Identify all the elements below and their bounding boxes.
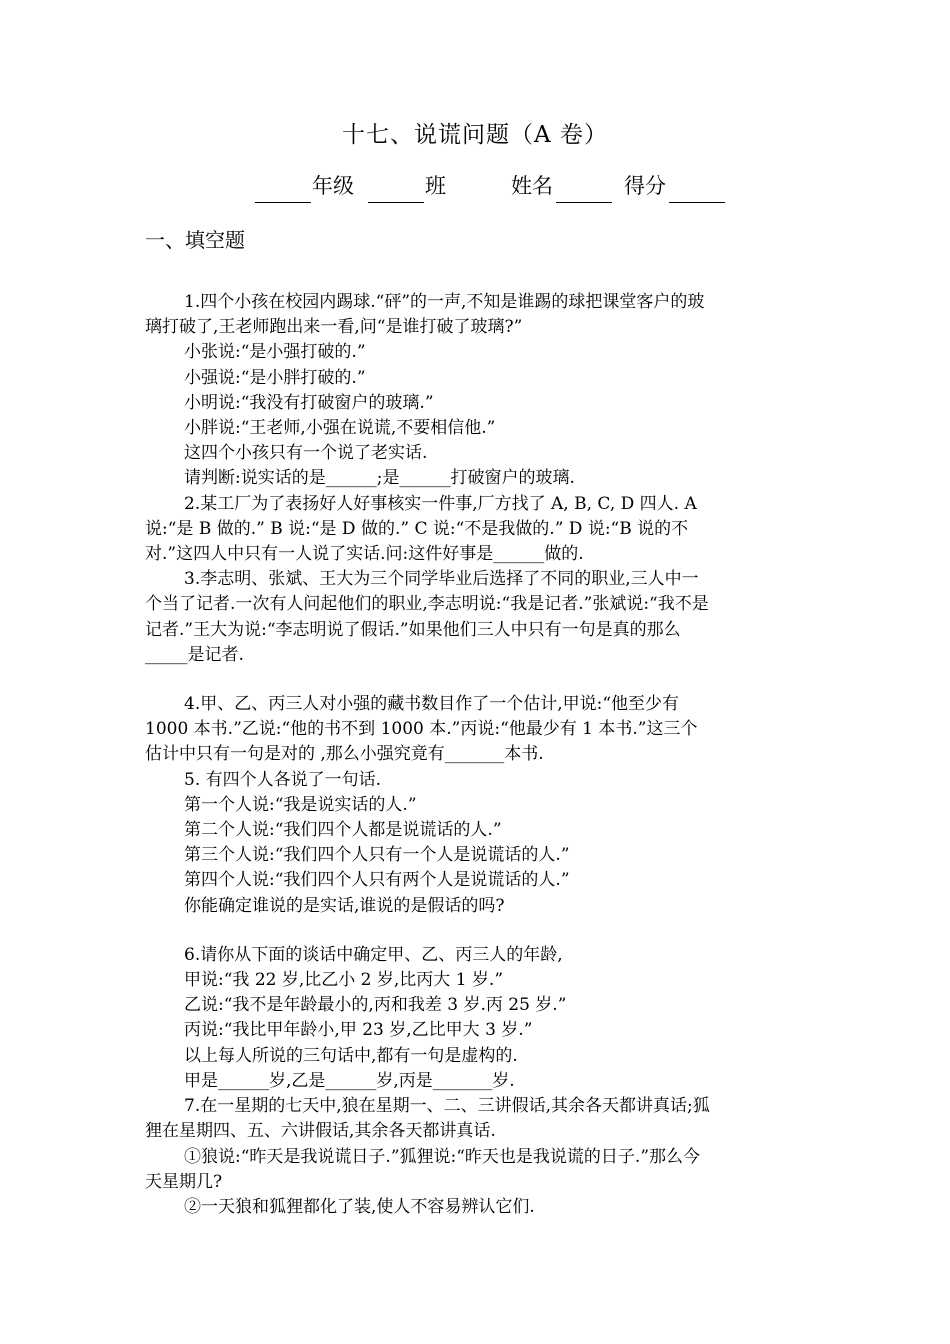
paragraph: 7.在一星期的七天中,狼在星期一、二、三讲假话,其余各天都讲真话;狐狸在星期四、五、六讲假话,其余各天都讲真话. [145, 1096, 710, 1142]
paragraph: 4.甲、乙、丙三人对小强的藏书数目作了一个估计,甲说:“他至少有 1000 本书.”乙说:“他的书不到 1000 本.”丙说:“他最少有 1 本书.”这三个估计中只有一句是对的 ,那么小强究竟有_______本书. [145, 694, 698, 765]
paragraph: 小强说:“是小胖打破的.” [184, 367, 366, 388]
name-blank[interactable] [556, 202, 612, 203]
paragraph: 请判断:说实话的是______;是______打破窗户的玻璃. [184, 468, 575, 489]
paragraph: 第二个人说:“我们四个人都是说谎话的人.” [184, 820, 502, 841]
paragraph: 以上每人所说的三句话中,都有一句是虚构的. [184, 1045, 518, 1066]
paragraph: 你能确定谁说的是实话,谁说的是假话的吗? [184, 895, 505, 916]
paragraph-spacer [145, 919, 710, 943]
paragraph-spacer [145, 668, 710, 692]
name-label: 姓名 [511, 174, 553, 198]
paragraph: 2.某工厂为了表扬好人好事核实一件事,厂方找了 A, B, C, D 四人. A 说:“是 B 做的.” B 说:“是 D 做的.” C 说:“不是我做的.” D 说:“B 说的不对.”这四人中只有一人说了实话.问:这件好事是______做的. [145, 493, 697, 565]
section-title: 一、填空题 [145, 228, 245, 252]
grade-label: 年级 [312, 174, 354, 198]
paragraph: 3.李志明、张斌、王大为三个同学毕业后选择了不同的职业,三人中一个当了记者.一次有人问起他们的职业,李志明说:“我是记者.”张斌说:“我不是记者.”王大为说:“李志明说了假话.”如果他们三人中只有一句是真的那么_____是记者. [145, 569, 709, 665]
paragraph: 小胖说:“王老师,小强在说谎,不要相信他.” [184, 418, 496, 439]
class-label: 班 [425, 174, 446, 198]
page-title: 十七、说谎问题（A 卷） [342, 122, 608, 148]
paragraph: 第四个人说:“我们四个人只有两个人是说谎话的人.” [184, 870, 570, 891]
paragraph: 小明说:“我没有打破窗户的玻璃.” [184, 392, 434, 413]
class-blank[interactable] [368, 202, 424, 203]
paragraph: 丙说:“我比甲年龄小,甲 23 岁,乙比甲大 3 岁.” [184, 1020, 533, 1041]
paragraph: 小张说:“是小强打破的.” [184, 342, 366, 363]
paragraph: 1.四个小孩在校园内踢球.“砰”的一声,不知是谁踢的球把课堂客户的玻璃打破了,王老师跑出来一看,问“是谁打破了玻璃?” [145, 292, 705, 338]
paragraph: ②一天狼和狐狸都化了装,使人不容易辨认它们. [184, 1196, 535, 1217]
paragraph: 这四个小孩只有一个说了老实话. [184, 443, 428, 464]
paragraph: 甲是______岁,乙是______岁,丙是_______岁. [184, 1070, 515, 1091]
student-info-row [255, 168, 735, 208]
paragraph: 5. 有四个人各说了一句话. [184, 769, 382, 790]
paragraph: 6.请你从下面的谈话中确定甲、乙、丙三人的年龄, [184, 944, 563, 965]
paragraph: 乙说:“我不是年龄最小的,丙和我差 3 岁.丙 25 岁.” [184, 995, 567, 1016]
score-label: 得分 [624, 174, 666, 198]
question-body [145, 290, 710, 1220]
paragraph: 第三个人说:“我们四个人只有一个人是说谎话的人.” [184, 845, 570, 866]
paragraph: 第一个人说:“我是说实话的人.” [184, 794, 417, 815]
paragraph: ①狼说:“昨天是我说谎日子.”狐狸说:“昨天也是我说谎的日子.”那么今天星期几? [145, 1146, 701, 1192]
paragraph: 甲说:“我 22 岁,比乙小 2 岁,比丙大 1 岁.” [184, 970, 504, 991]
grade-blank[interactable] [255, 202, 311, 203]
score-blank[interactable] [669, 202, 725, 203]
